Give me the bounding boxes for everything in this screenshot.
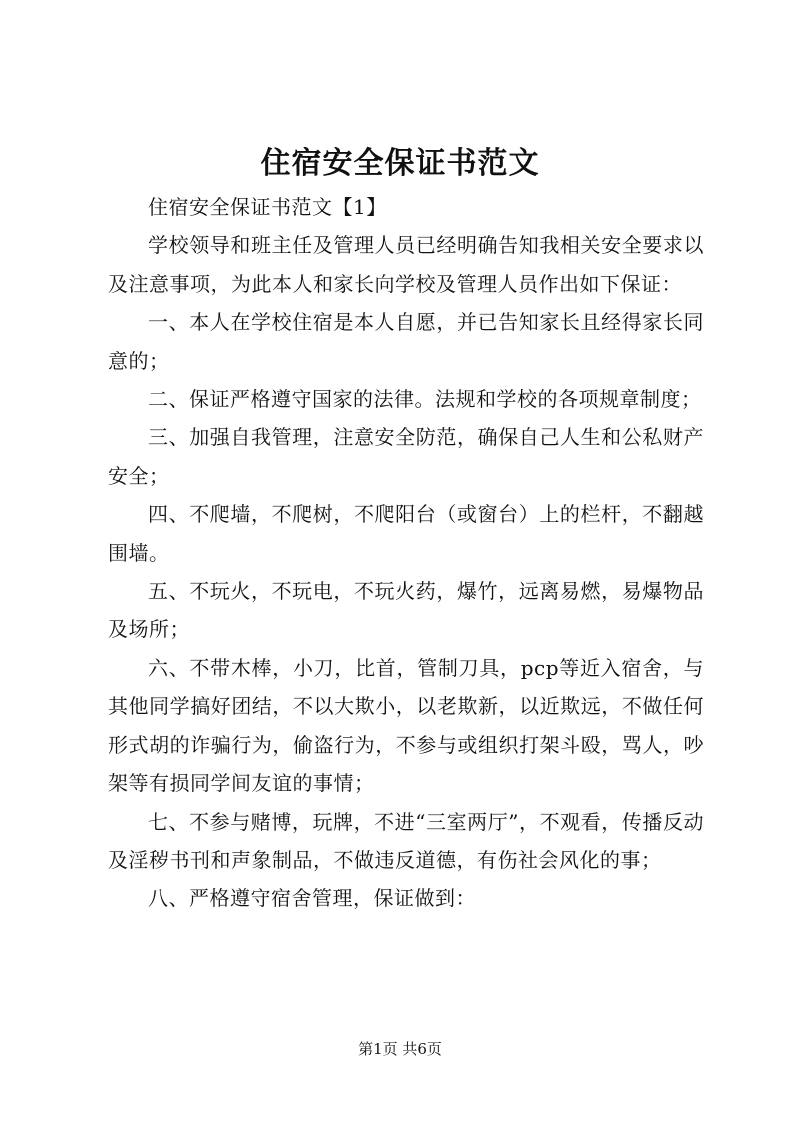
paragraph-heading: 住宿安全保证书范文【1】 — [148, 195, 387, 219]
document-body — [108, 188, 704, 918]
document-title: 住宿安全保证书范文 — [260, 146, 540, 181]
paragraph-item-7: 七、不参与赌博，玩牌，不进“三室两厅”，不观看，传播反动及淫秽书刊和声象制品，不做违反道德，有伤社会风化的事； — [108, 809, 704, 872]
paragraph-intro: 学校领导和班主任及管理人员已经明确告知我相关安全要求以及注意事项，为此本人和家长向学校及管理人员作出如下保证： — [108, 233, 704, 296]
page-footer: 第1页 共6页 — [358, 1040, 442, 1058]
paragraph-item-1: 一、本人在学校住宿是本人自愿，并已告知家长且经得家长同意的； — [108, 310, 704, 373]
paragraph-item-6: 六、不带木棒，小刀，比首，管制刀具，pcp等近入宿舍，与其他同学搞好团结，不以大欺小，以老欺新，以近欺远，不做任何形式胡的诈骗行为，偷盗行为，不参与或组织打架斗殴，骂人，吵架等有损同学间友谊的事情； — [108, 655, 704, 796]
paragraph-item-5: 五、不玩火，不玩电，不玩火药，爆竹，远离易燃，易爆物品及场所； — [108, 579, 704, 642]
paragraph-item-2: 二、保证严格遵守国家的法律。法规和学校的各项规章制度； — [148, 387, 702, 412]
paragraph-item-8: 八、严格遵守宿舍管理，保证做到： — [148, 886, 476, 911]
paragraph-item-3: 三、加强自我管理，注意安全防范，确保自己人生和公私财产安全； — [108, 425, 704, 488]
paragraph-item-4: 四、不爬墙，不爬树，不爬阳台（或窗台）上的栏杆，不翻越围墙。 — [108, 502, 704, 565]
